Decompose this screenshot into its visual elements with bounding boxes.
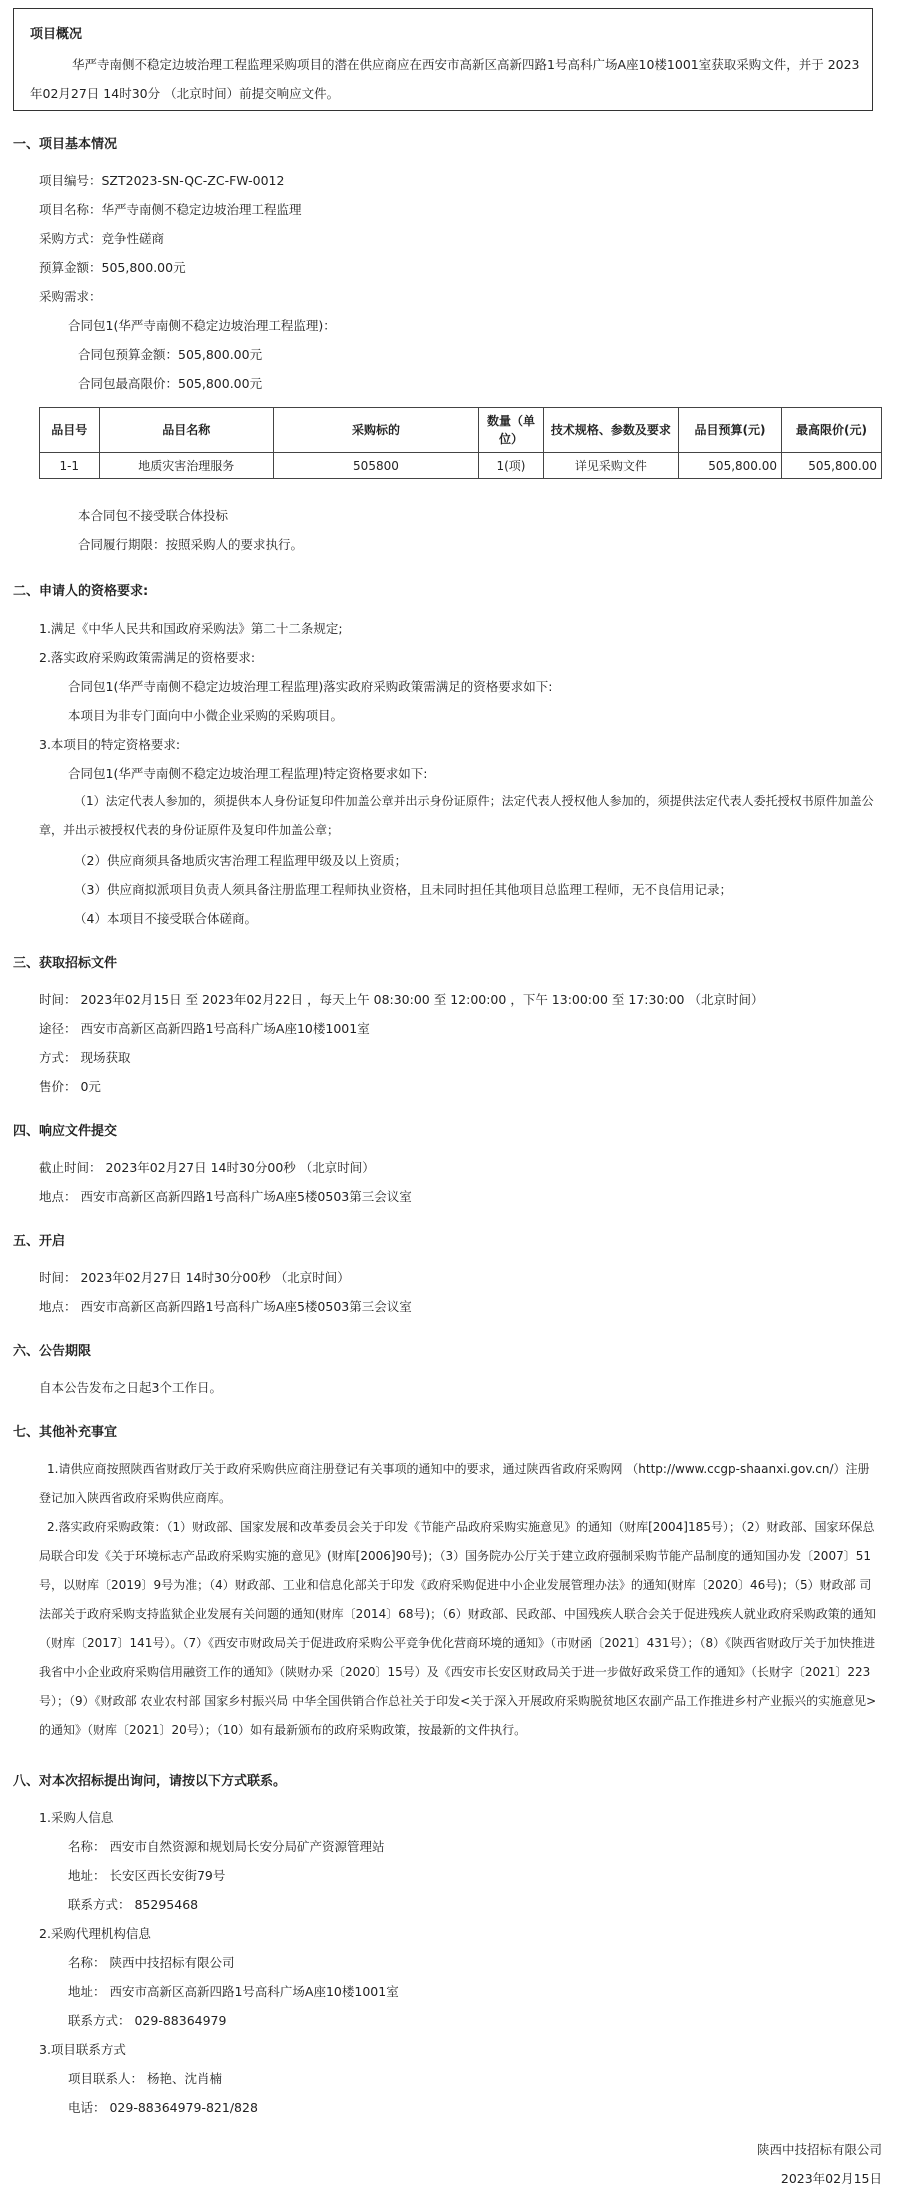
- table-header: 品目预算(元): [678, 408, 781, 453]
- section-4-heading: 四、响应文件提交: [13, 1124, 118, 1139]
- section-6-heading: 六、公告期限: [13, 1344, 92, 1359]
- package-limit: 合同包最高限价：505,800.00元: [78, 376, 263, 391]
- table-row: [40, 453, 882, 479]
- qualification-2-detail: 合同包1(华严寺南侧不稳定边坡治理工程监理)落实政府采购政策需满足的资格要求如下:: [68, 679, 553, 694]
- project-contact-info: 3.项目联系方式: [39, 2042, 126, 2057]
- qualification-3-detail: 合同包1(华严寺南侧不稳定边坡治理工程监理)特定资格要求如下:: [68, 766, 428, 781]
- supplementary-1: 1.请供应商按照陕西省财政厅关于政府采购供应商注册登记有关事项的通知中的要求，通过陕西省政府采购网 （http://www.ccgp-shaanxi.gov.cn/）注册登记加入陕西省政府采购供应商库。: [39, 1462, 870, 1505]
- agency-address: 地址： 西安市高新区高新四路1号高科广场A座10楼1001室: [68, 1984, 399, 1999]
- qualification-item-2: （2）供应商须具备地质灾害治理工程监理甲级及以上资质；: [74, 853, 407, 868]
- acquisition-time: 时间： 2023年02月15日 至 2023年02月22日 ，每天上午 08:30:00 至 12:00:00 ，下午 13:00:00 至 17:30:00 （北京时间）: [39, 992, 764, 1007]
- acquisition-price: 售价： 0元: [39, 1079, 101, 1094]
- budget-amount: 预算金额：505,800.00元: [39, 260, 186, 275]
- acquisition-place: 途径： 西安市高新区高新四路1号高科广场A座10楼1001室: [39, 1021, 370, 1036]
- qualification-item-1: （1）法定代表人参加的，须提供本人身份证复印件加盖公章并出示身份证原件；法定代表人授权他人参加的，须提供法定代表人委托授权书原件加盖公章，并出示被授权代表的身份证原件及复印件加盖公章；: [39, 794, 874, 837]
- footer-organization: 陕西中技招标有限公司: [756, 2142, 882, 2157]
- table-cell: 1-1: [40, 453, 100, 479]
- procurement-method: 采购方式：竞争性磋商: [39, 231, 165, 246]
- opening-place: 地点： 西安市高新区高新四路1号高科广场A座5楼0503第三会议室: [39, 1299, 412, 1314]
- items-table: [39, 407, 882, 479]
- section-3-heading: 三、获取招标文件: [13, 956, 118, 971]
- table-cell: 地质灾害治理服务: [99, 453, 273, 479]
- qualification-item-4: （4）本项目不接受联合体磋商。: [74, 911, 257, 926]
- table-cell: 505800: [273, 453, 478, 479]
- qualification-item-3: （3）供应商拟派项目负责人须具备注册监理工程师执业资格，且未同时担任其他项目总监理工程师，无不良信用记录；: [74, 882, 732, 897]
- table-header: 最高限价(元): [782, 408, 882, 453]
- qualification-3: 3.本项目的特定资格要求:: [39, 737, 181, 752]
- agency-contact: 联系方式： 029-88364979: [68, 2013, 227, 2028]
- procurement-demand: 采购需求：: [39, 289, 102, 304]
- supplementary-2: 2.落实政府采购政策：（1）财政部、国家发展和改革委员会关于印发《节能产品政府采购实施意见》的通知（财库[2004]185号）；（2）财政部、国家环保总局联合印发《关于环境标志产品政府采购实施的意见》(财库[2006]90号)；（3）国务院办公厅关于建立政府强制采购节能产品制度的通知国办发〔2007〕51号，以财库〔2019〕9号为准；（4）财政部、工业和信息化部关于印发《政府采购促进中小企业发展管理办法》的通知(财库〔2020〕46号)；（5）财政部 司法部关于政府采购支持监狱企业发展有关问题的通知(财库〔2014〕68号)；（6）财政部、民政部、中国残疾人联合会关于促进残疾人就业政府采购政策的通知（财库〔2017〕141号）。（7）《西安市财政局关于促进政府采购公平竞争优化营商环境的通知》（市财函〔2021〕431号）；（8）《陕西省财政厅关于加快推进我省中小企业政府采购信用融资工作的通知》（陕财办采〔2020〕15号）及《西安市长安区财政局关于进一步做好政采贷工作的通知》（长财字〔2021〕223号）；（9）《财政部 农业农村部 国家乡村振兴局 中华全国供销合作总社关于印发<关于深入开展政府采购脱贫地区农副产品工作推进乡村产业振兴的实施意见>的通知》（财库〔2021〕20号）；（10）如有最新颁布的政府采购政策，按最新的文件执行。: [39, 1520, 877, 1737]
- qualification-1: 1.满足《中华人民共和国政府采购法》第二十二条规定;: [39, 621, 343, 636]
- qualification-2-note: 本项目为非专门面向中小微企业采购的采购项目。: [68, 708, 344, 723]
- footer-date: 2023年02月15日: [780, 2171, 882, 2186]
- section-7-heading: 七、其他补充事宜: [13, 1425, 118, 1440]
- opening-time: 时间： 2023年02月27日 14时30分00秒 （北京时间）: [39, 1270, 350, 1285]
- contract-package: 合同包1(华严寺南侧不稳定边坡治理工程监理)：: [68, 318, 336, 333]
- no-consortium-note: 本合同包不接受联合体投标: [78, 508, 229, 523]
- project-contact-person: 项目联系人： 杨艳、沈肖楠: [68, 2071, 222, 2086]
- purchaser-address: 地址： 长安区西长安街79号: [68, 1868, 226, 1883]
- table-cell: 1(项): [479, 453, 544, 479]
- section-8-heading: 八、对本次招标提出询问，请按以下方式联系。: [13, 1774, 287, 1789]
- purchaser-name: 名称： 西安市自然资源和规划局长安分局矿产资源管理站: [68, 1839, 385, 1854]
- table-header-row: [40, 408, 882, 453]
- purchaser-info: 1.采购人信息: [39, 1810, 114, 1825]
- agency-name: 名称： 陕西中技招标有限公司: [68, 1955, 235, 1970]
- agency-info: 2.采购代理机构信息: [39, 1926, 151, 1941]
- project-contact-phone: 电话： 029-88364979-821/828: [68, 2100, 258, 2115]
- acquisition-way: 方式： 现场获取: [39, 1050, 131, 1065]
- table-header: 品目名称: [99, 408, 273, 453]
- table-cell: 505,800.00: [782, 453, 882, 479]
- notice-period: 自本公告发布之日起3个工作日。: [39, 1380, 222, 1395]
- overview-text: 华严寺南侧不稳定边坡治理工程监理采购项目的潜在供应商应在西安市高新区高新四路1号高科广场A座10楼1001室获取采购文件，并于 2023年02月27日 14时30分 （北京时间）前提交响应文件。: [30, 57, 860, 101]
- package-budget: 合同包预算金额：505,800.00元: [78, 347, 263, 362]
- submission-deadline: 截止时间： 2023年02月27日 14时30分00秒 （北京时间）: [39, 1160, 375, 1175]
- table-cell: 505,800.00: [678, 453, 781, 479]
- section-2-heading: 二、申请人的资格要求:: [13, 584, 149, 599]
- submission-place: 地点： 西安市高新区高新四路1号高科广场A座5楼0503第三会议室: [39, 1189, 412, 1204]
- section-5-heading: 五、开启: [13, 1234, 66, 1249]
- qualification-2: 2.落实政府采购政策需满足的资格要求:: [39, 650, 256, 665]
- section-1-heading: 一、项目基本情况: [13, 137, 118, 152]
- table-cell: 详见采购文件: [543, 453, 678, 479]
- project-name: 项目名称：华严寺南侧不稳定边坡治理工程监理: [39, 202, 302, 217]
- table-header: 采购标的: [273, 408, 478, 453]
- overview-title: 项目概况: [30, 27, 83, 42]
- project-number: 项目编号：SZT2023-SN-QC-ZC-FW-0012: [39, 173, 285, 188]
- contract-period: 合同履行期限：按照采购人的要求执行。: [78, 537, 304, 552]
- table-header: 品目号: [40, 408, 100, 453]
- table-header: 数量（单位）: [479, 408, 544, 453]
- overview-box: [13, 8, 873, 111]
- table-header: 技术规格、参数及要求: [543, 408, 678, 453]
- purchaser-contact: 联系方式： 85295468: [68, 1897, 199, 1912]
